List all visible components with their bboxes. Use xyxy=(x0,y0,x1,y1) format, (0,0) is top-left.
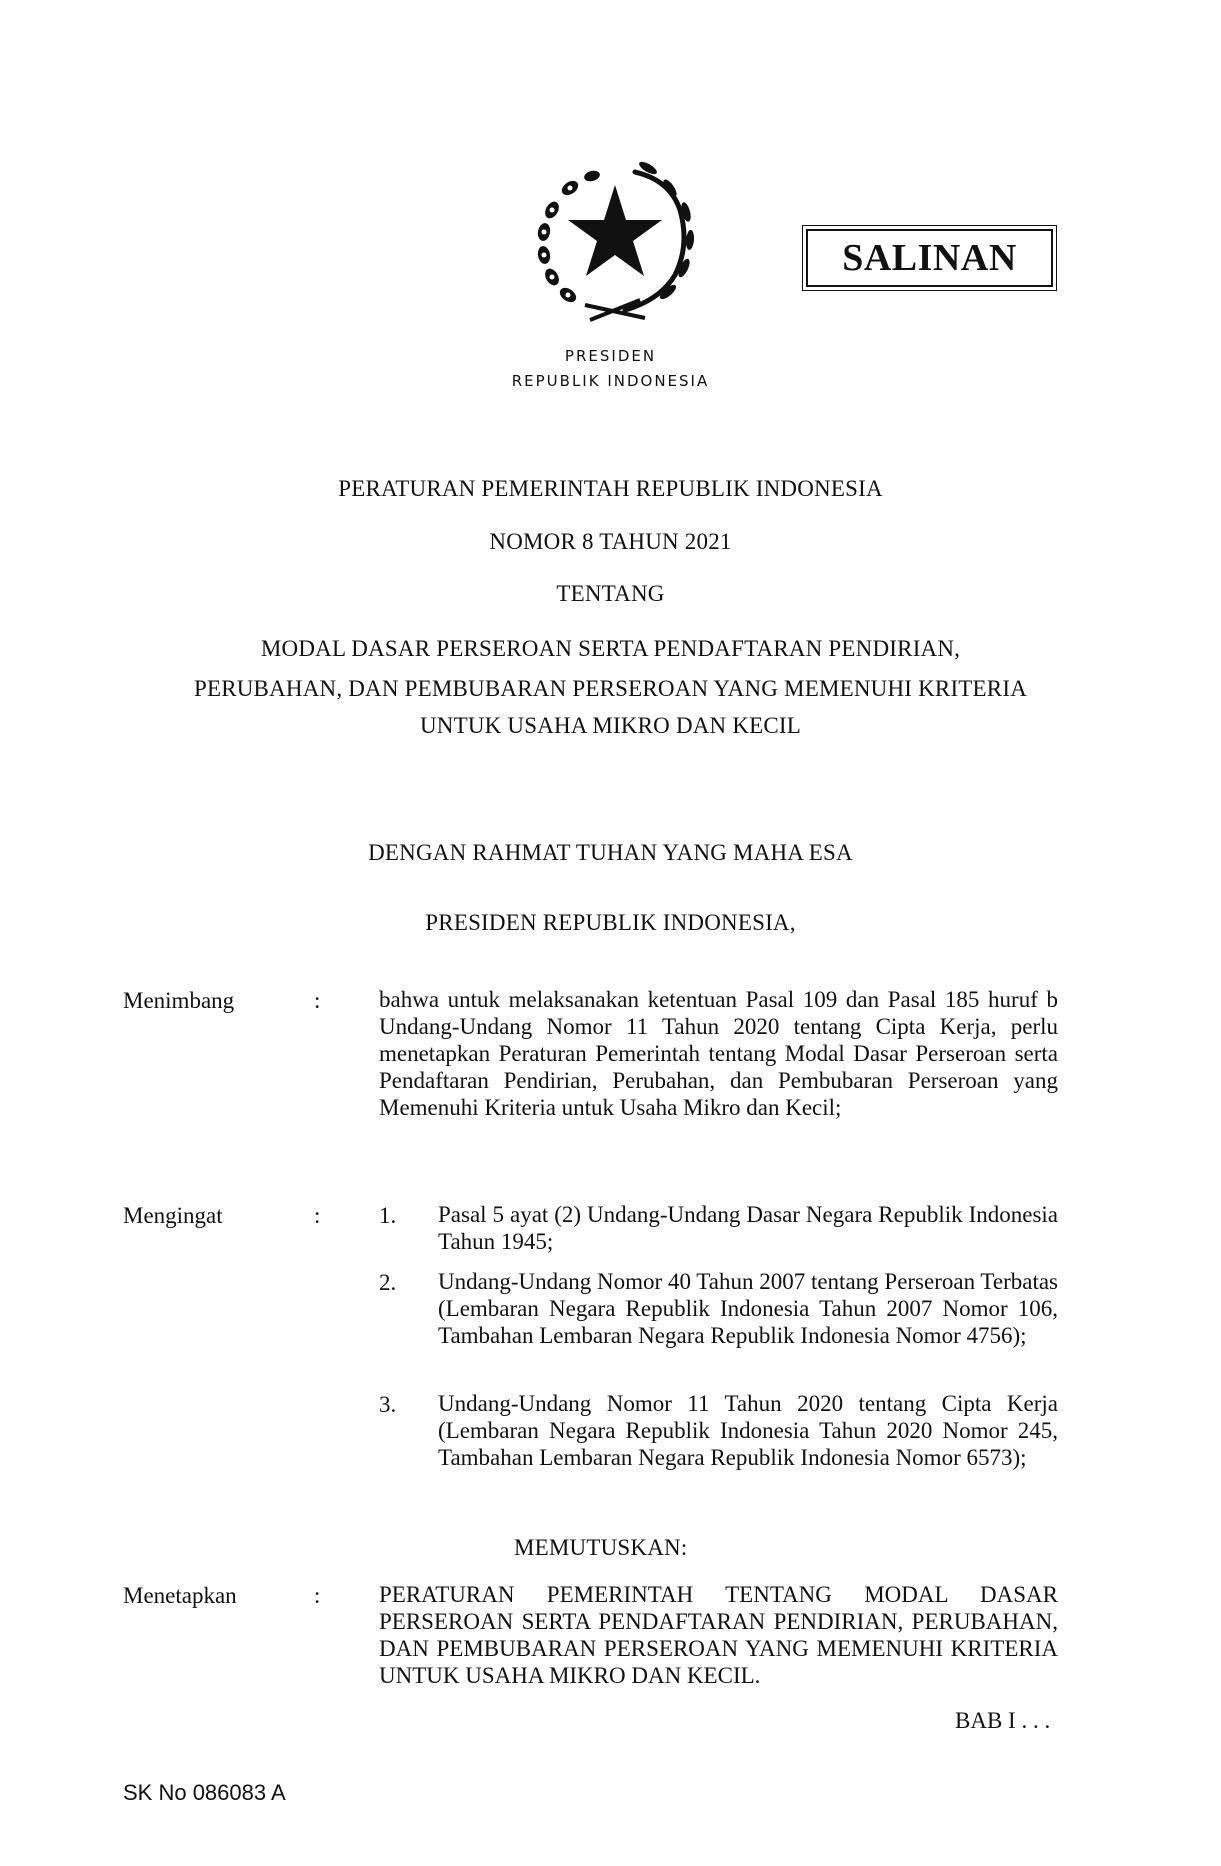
memutuskan-heading: MEMUTUSKAN: xyxy=(514,1535,688,1560)
document-serial-number: SK No 086083 A xyxy=(123,1780,286,1805)
preamble-line2: PRESIDEN REPUBLIK INDONESIA, xyxy=(425,910,796,935)
page-continuation: BAB I . . . xyxy=(955,1708,1051,1733)
salinan-stamp: SALINAN xyxy=(806,229,1053,287)
regulation-subject-line3: UNTUK USAHA MIKRO DAN KECIL xyxy=(419,713,802,738)
menimbang-label: Menimbang xyxy=(123,988,235,1013)
regulation-subject-line1: MODAL DASAR PERSEROAN SERTA PENDAFTARAN PENDIRIAN, xyxy=(260,636,961,661)
regulation-tentang: TENTANG xyxy=(556,581,665,606)
mengingat-item-text: Undang-Undang Nomor 40 Tahun 2007 tentang Perseroan Terbatas (Lembaran Negara Republik Indonesia Tahun 2007 Nomor 106, Tambahan Lembaran Negara Republik Indonesia Nomor 4756); xyxy=(438,1269,1058,1348)
mengingat-colon: : xyxy=(314,1203,321,1228)
mengingat-item-text: Pasal 5 ayat (2) Undang-Undang Dasar Negara Republik Indonesia Tahun 1945; xyxy=(438,1202,1058,1254)
preamble-line1: DENGAN RAHMAT TUHAN YANG MAHA ESA xyxy=(368,840,853,865)
regulation-title: PERATURAN PEMERINTAH REPUBLIK INDONESIA xyxy=(338,476,883,501)
menetapkan-text: PERATURAN PEMERINTAH TENTANG MODAL DASAR PERSEROAN SERTA PENDAFTARAN PENDIRIAN, PERUBAHAN, DAN PEMBUBARAN PERSEROAN YANG MEMENUHI KRITERIA UNTUK USAHA MIKRO DAN KECIL. xyxy=(379,1582,1058,1688)
menetapkan-colon: : xyxy=(314,1583,321,1608)
menimbang-text: bahwa untuk melaksanakan ketentuan Pasal 109 dan Pasal 185 huruf b Undang-Undang Nomor 11 Tahun 2020 tentang Cipta Kerja, perlu menetapkan Peraturan Pemerintah tentang Modal Dasar Perseroan serta Pendaftaran Pendirian, Perubahan, dan Pembubaran Perseroan yang Memenuhi Kriteria untuk Usaha Mikro dan Kecil; xyxy=(379,987,1058,1120)
emblem-caption-line2: REPUBLIK INDONESIA xyxy=(511,372,710,390)
mengingat-item-number: 3. xyxy=(379,1392,397,1417)
emblem-caption-line1: PRESIDEN xyxy=(564,347,657,365)
menetapkan-label: Menetapkan xyxy=(123,1583,237,1608)
regulation-subject-line2: PERUBAHAN, DAN PEMBUBARAN PERSEROAN YANG MEMENUHI KRITERIA xyxy=(193,676,1028,701)
mengingat-item-text: Undang-Undang Nomor 11 Tahun 2020 tentang Cipta Kerja (Lembaran Negara Republik Indonesia Tahun 2020 Nomor 245, Tambahan Lembaran Negara Republik Indonesia Nomor 6573); xyxy=(438,1391,1058,1470)
mengingat-label: Mengingat xyxy=(123,1203,223,1228)
mengingat-item-number: 1. xyxy=(379,1203,397,1228)
regulation-number: NOMOR 8 TAHUN 2021 xyxy=(489,529,732,554)
garuda-star-emblem-icon xyxy=(530,150,700,325)
menimbang-colon: : xyxy=(314,988,321,1013)
mengingat-item-number: 2. xyxy=(379,1270,397,1295)
